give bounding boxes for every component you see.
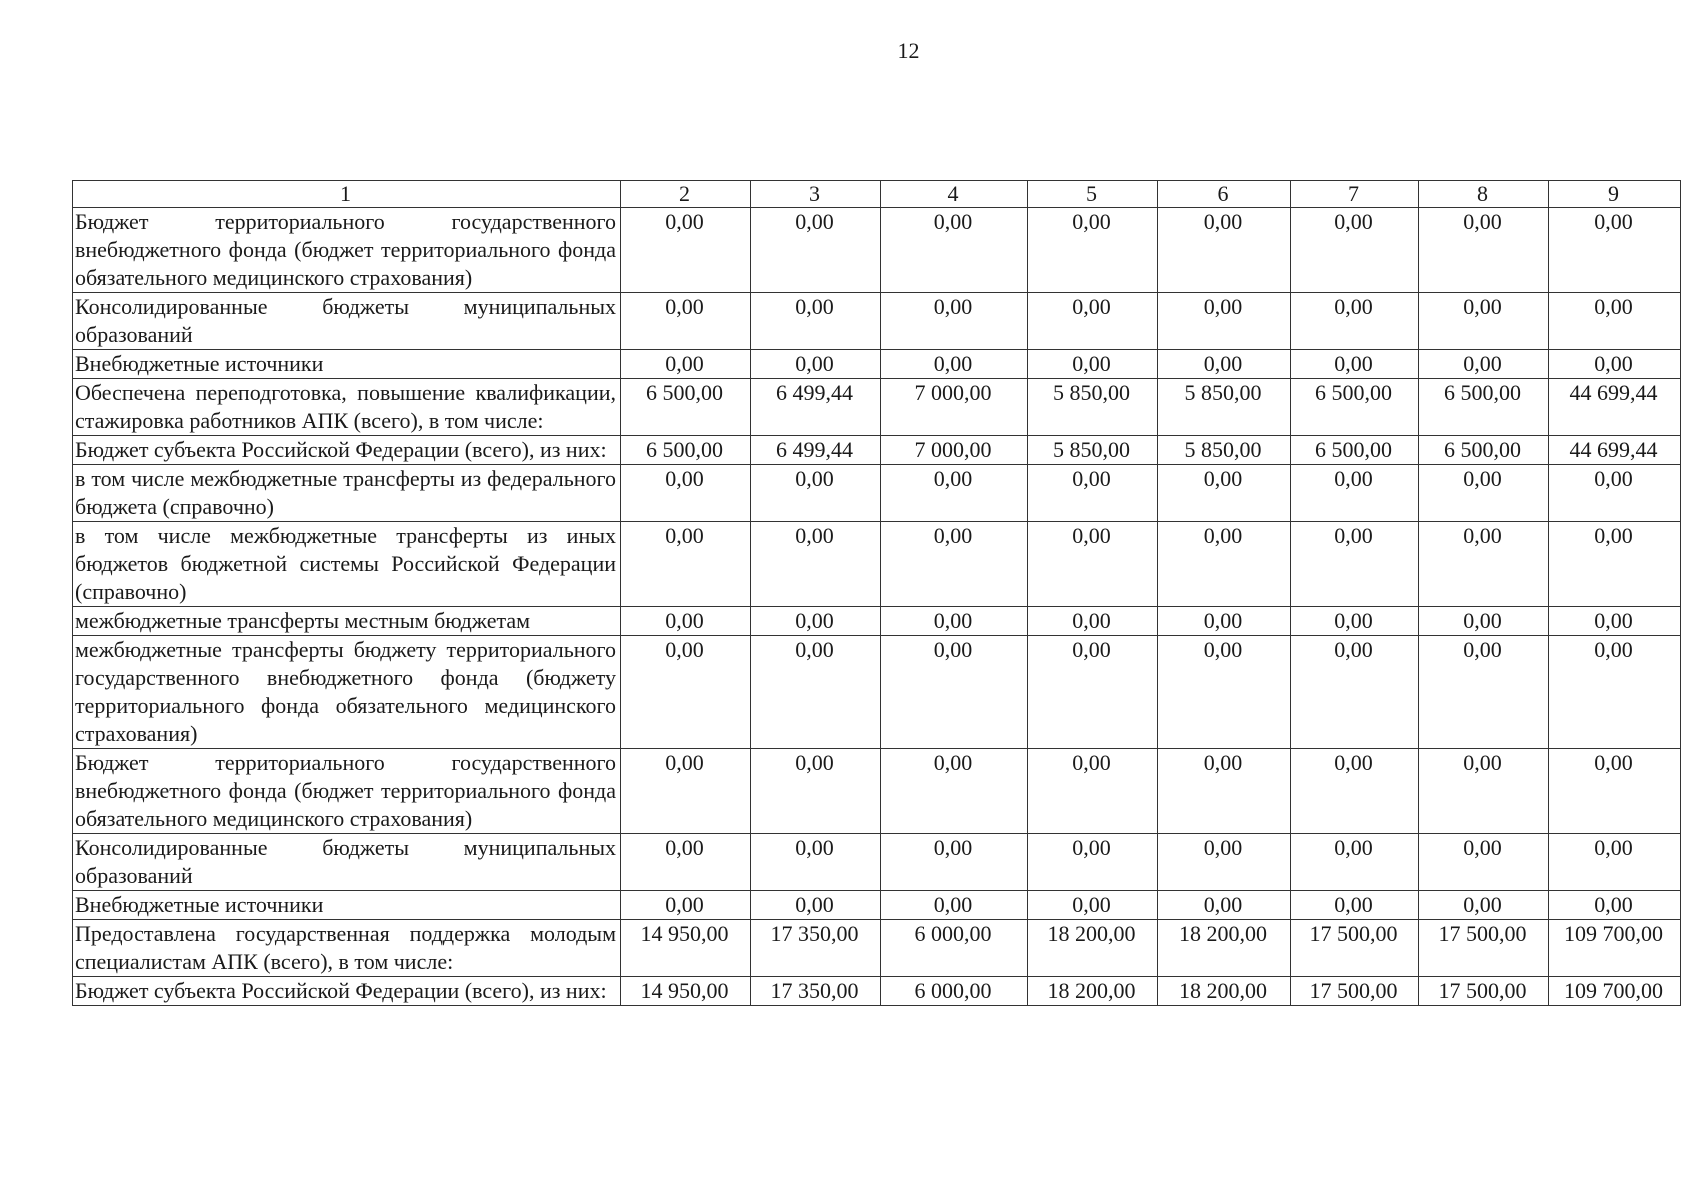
row-label: межбюджетные трансферты местным бюджетам: [73, 607, 621, 636]
row-value: 0,00: [751, 350, 881, 379]
row-value: 0,00: [1028, 636, 1158, 749]
row-value: 18 200,00: [1028, 920, 1158, 977]
row-value: 17 500,00: [1291, 977, 1419, 1006]
table-row: [73, 465, 1681, 522]
column-header: 1: [73, 181, 621, 208]
row-value: 0,00: [621, 636, 751, 749]
row-value: 0,00: [1158, 891, 1291, 920]
row-value: 0,00: [1028, 465, 1158, 522]
row-value: 6 499,44: [751, 436, 881, 465]
row-value: 14 950,00: [621, 977, 751, 1006]
table-row: [73, 607, 1681, 636]
row-label: Бюджет территориального государственного внебюджетного фонда (бюджет территориального фонда обязательного медицинского страхования): [73, 208, 621, 293]
row-value: 44 699,44: [1549, 436, 1681, 465]
row-value: 0,00: [751, 891, 881, 920]
row-value: 18 200,00: [1158, 920, 1291, 977]
row-label: Внебюджетные источники: [73, 891, 621, 920]
row-value: 0,00: [1158, 636, 1291, 749]
row-label: Внебюджетные источники: [73, 350, 621, 379]
row-value: 0,00: [881, 208, 1028, 293]
row-value: 0,00: [881, 465, 1028, 522]
row-label: Бюджет субъекта Российской Федерации (всего), из них:: [73, 977, 621, 1006]
row-value: 5 850,00: [1158, 436, 1291, 465]
row-value: 0,00: [1291, 607, 1419, 636]
row-value: 0,00: [1291, 465, 1419, 522]
table-row: [73, 522, 1681, 607]
row-value: 0,00: [1291, 208, 1419, 293]
row-value: 0,00: [1291, 293, 1419, 350]
row-value: 0,00: [1419, 208, 1549, 293]
row-value: 0,00: [1419, 636, 1549, 749]
row-value: 0,00: [751, 834, 881, 891]
row-value: 0,00: [1549, 749, 1681, 834]
row-value: 7 000,00: [881, 379, 1028, 436]
row-value: 0,00: [621, 350, 751, 379]
table-row: [73, 636, 1681, 749]
row-value: 0,00: [881, 636, 1028, 749]
row-value: 6 000,00: [881, 920, 1028, 977]
table-row: [73, 977, 1681, 1006]
row-value: 0,00: [621, 465, 751, 522]
row-value: 0,00: [621, 293, 751, 350]
row-value: 0,00: [621, 891, 751, 920]
row-value: 0,00: [881, 293, 1028, 350]
row-value: 0,00: [1158, 350, 1291, 379]
row-label: в том числе межбюджетные трансферты из федерального бюджета (справочно): [73, 465, 621, 522]
row-value: 7 000,00: [881, 436, 1028, 465]
row-value: 0,00: [1549, 891, 1681, 920]
row-value: 0,00: [1549, 293, 1681, 350]
row-label: Консолидированные бюджеты муниципальных образований: [73, 834, 621, 891]
row-value: 0,00: [1419, 293, 1549, 350]
row-value: 0,00: [1158, 749, 1291, 834]
row-value: 18 200,00: [1028, 977, 1158, 1006]
row-value: 6 499,44: [751, 379, 881, 436]
table-row: [73, 834, 1681, 891]
row-value: 6 500,00: [621, 436, 751, 465]
row-value: 0,00: [1549, 208, 1681, 293]
row-value: 0,00: [1549, 465, 1681, 522]
header-row: [73, 181, 1681, 208]
row-value: 0,00: [621, 834, 751, 891]
row-value: 0,00: [1158, 834, 1291, 891]
row-value: 0,00: [1028, 607, 1158, 636]
table-row: [73, 749, 1681, 834]
row-value: 0,00: [881, 607, 1028, 636]
row-value: 0,00: [751, 607, 881, 636]
row-label: в том числе межбюджетные трансферты из иных бюджетов бюджетной системы Российской Федерации (справочно): [73, 522, 621, 607]
row-value: 44 699,44: [1549, 379, 1681, 436]
row-value: 0,00: [1419, 607, 1549, 636]
row-value: 0,00: [1549, 607, 1681, 636]
row-value: 0,00: [1419, 350, 1549, 379]
row-value: 0,00: [751, 522, 881, 607]
row-value: 0,00: [881, 834, 1028, 891]
row-value: 0,00: [881, 522, 1028, 607]
column-header: 5: [1028, 181, 1158, 208]
row-value: 0,00: [881, 350, 1028, 379]
row-value: 0,00: [1028, 293, 1158, 350]
row-value: 0,00: [1291, 749, 1419, 834]
row-value: 0,00: [1028, 749, 1158, 834]
column-header: 7: [1291, 181, 1419, 208]
row-value: 18 200,00: [1158, 977, 1291, 1006]
row-label: Консолидированные бюджеты муниципальных образований: [73, 293, 621, 350]
column-header: 2: [621, 181, 751, 208]
row-value: 6 500,00: [1291, 436, 1419, 465]
row-value: 6 500,00: [1419, 436, 1549, 465]
row-value: 0,00: [1291, 834, 1419, 891]
row-value: 0,00: [1158, 607, 1291, 636]
row-value: 0,00: [881, 749, 1028, 834]
table-row: [73, 891, 1681, 920]
column-header: 4: [881, 181, 1028, 208]
row-label: Предоставлена государственная поддержка молодым специалистам АПК (всего), в том числе:: [73, 920, 621, 977]
row-value: 0,00: [1419, 522, 1549, 607]
row-value: 0,00: [1291, 891, 1419, 920]
row-value: 0,00: [751, 208, 881, 293]
row-value: 0,00: [1158, 522, 1291, 607]
row-value: 0,00: [1291, 350, 1419, 379]
row-value: 14 950,00: [621, 920, 751, 977]
row-value: 17 350,00: [751, 977, 881, 1006]
row-value: 5 850,00: [1028, 436, 1158, 465]
row-value: 6 500,00: [1291, 379, 1419, 436]
row-value: 5 850,00: [1158, 379, 1291, 436]
row-value: 17 500,00: [1419, 977, 1549, 1006]
page-number: 12: [897, 38, 920, 63]
row-value: 0,00: [1549, 834, 1681, 891]
row-value: 0,00: [1158, 293, 1291, 350]
row-value: 0,00: [751, 465, 881, 522]
row-label: Бюджет территориального государственного внебюджетного фонда (бюджет территориального фонда обязательного медицинского страхования): [73, 749, 621, 834]
row-value: 0,00: [1158, 465, 1291, 522]
row-value: 0,00: [621, 522, 751, 607]
row-value: 0,00: [1549, 522, 1681, 607]
table-row: [73, 379, 1681, 436]
row-value: 0,00: [1549, 350, 1681, 379]
row-value: 0,00: [1028, 834, 1158, 891]
table-row: [73, 436, 1681, 465]
row-value: 0,00: [621, 607, 751, 636]
row-value: 0,00: [1419, 891, 1549, 920]
column-header: 8: [1419, 181, 1549, 208]
row-value: 17 350,00: [751, 920, 881, 977]
row-value: 6 500,00: [621, 379, 751, 436]
table-row: [73, 920, 1681, 977]
row-value: 5 850,00: [1028, 379, 1158, 436]
row-value: 17 500,00: [1291, 920, 1419, 977]
table-row: [73, 350, 1681, 379]
row-value: 0,00: [1291, 522, 1419, 607]
row-value: 0,00: [751, 749, 881, 834]
table-row: [73, 293, 1681, 350]
row-value: 0,00: [1419, 465, 1549, 522]
row-value: 0,00: [1158, 208, 1291, 293]
row-value: 0,00: [881, 891, 1028, 920]
row-value: 0,00: [751, 636, 881, 749]
row-value: 0,00: [1549, 636, 1681, 749]
row-value: 0,00: [1028, 208, 1158, 293]
row-value: 0,00: [1028, 891, 1158, 920]
row-value: 0,00: [1419, 834, 1549, 891]
row-label: межбюджетные трансферты бюджету территориального государственного внебюджетного фонда (бюджету территориального фонда обязательного медицинского страхования): [73, 636, 621, 749]
table-row: [73, 208, 1681, 293]
row-value: 6 000,00: [881, 977, 1028, 1006]
row-value: 0,00: [1419, 749, 1549, 834]
row-value: 0,00: [1028, 522, 1158, 607]
row-value: 0,00: [1028, 350, 1158, 379]
row-label: Бюджет субъекта Российской Федерации (всего), из них:: [73, 436, 621, 465]
column-header: 9: [1549, 181, 1681, 208]
row-value: 0,00: [1291, 636, 1419, 749]
row-value: 0,00: [621, 749, 751, 834]
row-value: 0,00: [751, 293, 881, 350]
row-value: 17 500,00: [1419, 920, 1549, 977]
row-value: 6 500,00: [1419, 379, 1549, 436]
row-label: Обеспечена переподготовка, повышение квалификации, стажировка работников АПК (всего), в том числе:: [73, 379, 621, 436]
row-value: 0,00: [621, 208, 751, 293]
column-header: 6: [1158, 181, 1291, 208]
row-value: 109 700,00: [1549, 920, 1681, 977]
column-header: 3: [751, 181, 881, 208]
row-value: 109 700,00: [1549, 977, 1681, 1006]
budget-table: [72, 180, 1681, 1006]
